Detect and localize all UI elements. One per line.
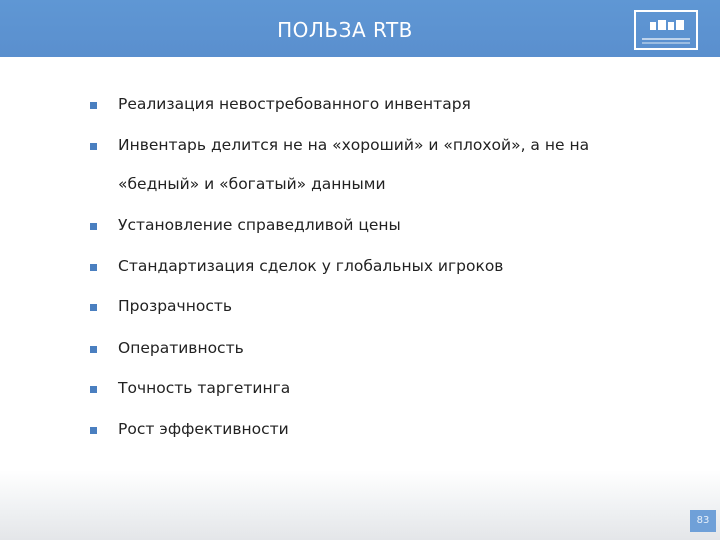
bullet-text: Инвентарь делится не на «хороший» и «плохой», а не на xyxy=(118,136,590,154)
bullet-item xyxy=(90,95,690,119)
bullet-text: Прозрачность xyxy=(118,297,233,315)
bullet-marker xyxy=(90,102,97,109)
bullet-item xyxy=(90,136,690,160)
slide-title: ПОЛЬЗА RTB xyxy=(277,18,413,42)
bullet-marker xyxy=(90,143,97,150)
slide-header xyxy=(0,0,720,57)
bullet-text: Стандартизация сделок у глобальных игроков xyxy=(118,257,504,275)
bullet-marker xyxy=(90,427,97,434)
bullet-text: Точность таргетинга xyxy=(118,379,291,397)
bullet-item xyxy=(90,379,690,403)
bullet-item xyxy=(90,297,690,321)
bullet-text: Оперативность xyxy=(118,339,244,357)
bullet-marker xyxy=(90,223,97,230)
bullet-text-continuation: «бедный» и «богатый» данными xyxy=(118,175,386,193)
bullet-text: Установление справедливой цены xyxy=(118,216,401,234)
bullet-marker xyxy=(90,304,97,311)
bullet-item-continuation xyxy=(90,175,690,199)
page-number: 83 xyxy=(690,510,716,532)
slide-footer xyxy=(0,470,720,540)
castle-logo-icon xyxy=(634,10,698,50)
bullet-text: Рост эффективности xyxy=(118,420,289,438)
bullet-marker xyxy=(90,264,97,271)
bullet-item xyxy=(90,257,690,281)
bullet-marker xyxy=(90,346,97,353)
bullet-text: Реализация невостребованного инвентаря xyxy=(118,95,471,113)
bullet-item xyxy=(90,420,690,444)
bullet-item xyxy=(90,216,690,240)
bullet-marker xyxy=(90,386,97,393)
bullet-item xyxy=(90,339,690,363)
